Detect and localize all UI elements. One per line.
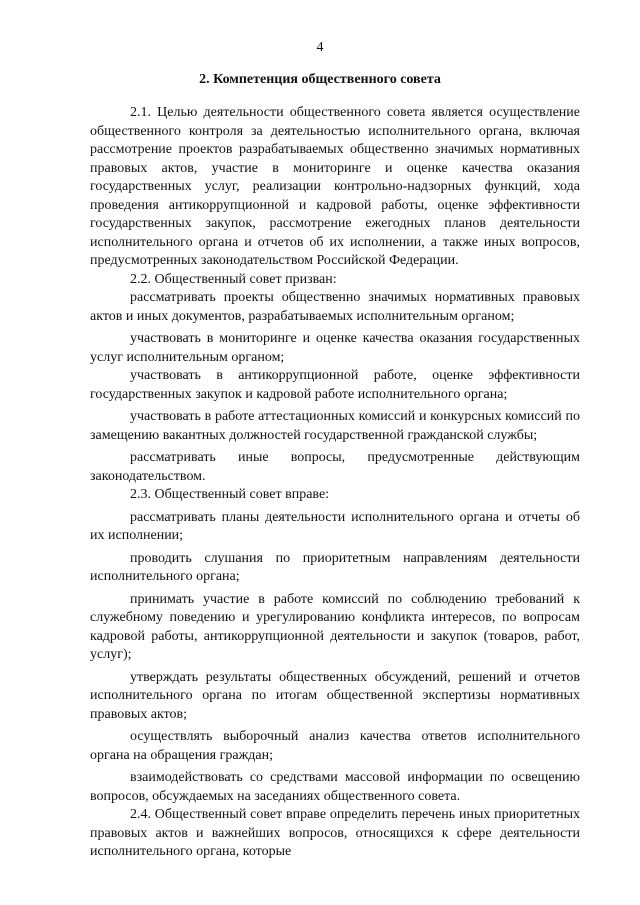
list-item: утверждать результаты общественных обсуждений, решений и отчетов исполнительного органа по итогам общественной экспертизы нормативных правовых актов; [90, 669, 580, 722]
list-item: взаимодействовать со средствами массовой информации по освещению вопросов, обсуждаемых на заседаниях общественного совета. [90, 770, 580, 804]
list-item: участвовать в антикоррупционной работе, оценке эффективности государственных закупок и кадровой работе исполнительного органа; [90, 368, 580, 402]
list-item: проводить слушания по приоритетным направлениям деятельности исполнительного органа; [90, 550, 580, 584]
paragraph-2-3: 2.3. Общественный совет вправе: [130, 487, 330, 502]
section-body [90, 104, 580, 862]
list-item: рассматривать планы деятельности исполнительного органа и отчеты об их исполнении; [90, 509, 580, 543]
list-item: рассматривать проекты общественно значимых нормативных правовых актов и иных документов, разрабатываемых исполнительным органом; [90, 290, 580, 324]
list-item: участвовать в мониторинге и оценке качества оказания государственных услуг исполнительным органом; [90, 331, 580, 365]
list-item: осуществлять выборочный анализ качества ответов исполнительного органа на обращения граждан; [90, 729, 580, 763]
section-heading: 2. Компетенция общественного совета [199, 72, 441, 87]
paragraph-2-1: 2.1. Целью деятельности общественного совета является осуществление общественного контроля за деятельностью исполнительного органа, включая рассмотрение проектов разрабатываемых общественно значимых нормативных правовых актов, участие в мониторинге и оценке качества оказания государственных услуг, реализации контрольно-надзорных функций, хода проведения антикоррупционной и кадровой работы, оценке эффективности государственных закупок, рассмотрение ежегодных планов деятельности исполнительного органа и отчетов об их исполнении, а также иных вопросов, предусмотренных законодательством Российской Федерации. [90, 105, 580, 268]
list-item: принимать участие в работе комиссий по соблюдению требований к служебному поведению и урегулированию конфликта интересов, по вопросам кадровой работы, антикоррупционной деятельности и закупок (товаров, работ, услуг); [90, 591, 580, 662]
page-number: 4 [316, 40, 324, 55]
list-item: участвовать в работе аттестационных комиссий и конкурсных комиссий по замещению вакантных должностей государственной гражданской службы; [90, 409, 580, 443]
list-item: рассматривать иные вопросы, предусмотренные действующим законодательством. [90, 450, 580, 484]
paragraph-2-4: 2.4. Общественный совет вправе определить перечень иных приоритетных правовых актов и важнейших вопросов, относящихся к сфере деятельности исполнительного органа, которые [90, 807, 580, 859]
paragraph-2-2: 2.2. Общественный совет призван: [130, 271, 337, 287]
